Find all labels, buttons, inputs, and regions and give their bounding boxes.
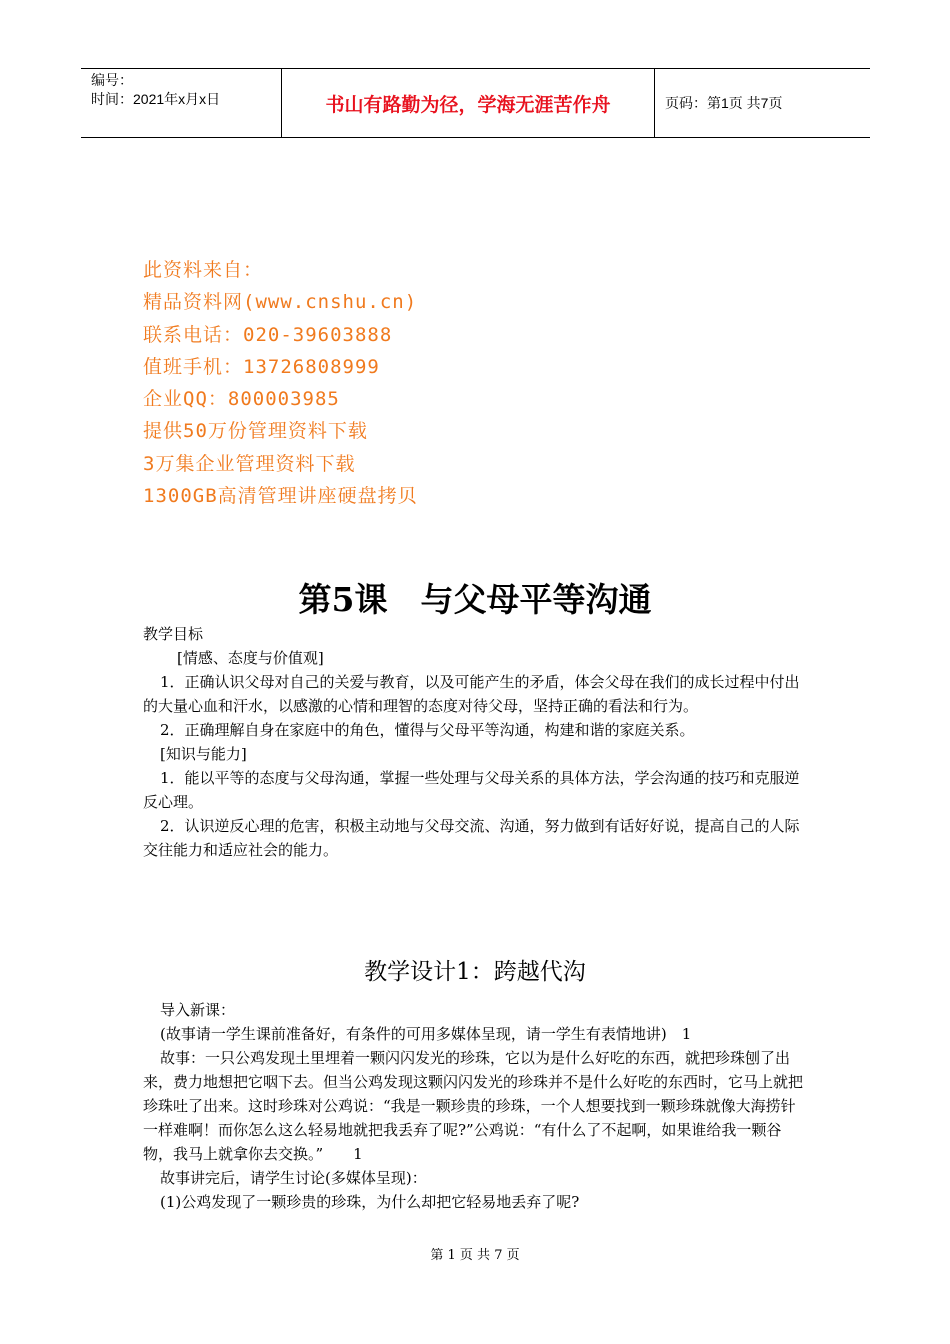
knowledge-item-2: 2．认识逆反心理的危害，积极主动地与父母交流、沟通，努力做到有话好好说，提高自己的人际交往能力和适应社会的能力。 [143,817,800,859]
source-info [143,254,418,512]
page-header [81,68,870,138]
emotion-heading: [情感、态度与价值观] [177,649,324,667]
source-line: 1300GB高清管理讲座硬盘拷贝 [143,485,418,508]
source-line: 精品资料网(www.cnshu.cn) [143,291,418,314]
question-1: (1)公鸡发现了一颗珍贵的珍珠，为什么却把它轻易地丢弃了呢? [160,1193,580,1211]
design-section [143,998,810,1214]
story-text: 故事：一只公鸡发现土里埋着一颗闪闪发光的珍珠，它以为是什么好吃的东西，就把珍珠刨了出来，费力地想把它咽下去。但当公鸡发现这颗闪闪发光的珍珠并不是什么好吃的东西时，它马上就把珍珠吐了出来。这时珍珠对公鸡说：“我是一颗珍贵的珍珠，一个人想要找到一颗珍珠就像大海捞针一样难啊！而你怎么这么轻易地就把我丢弃了呢?”公鸡说：“有什么了不起啊，如果谁给我一颗谷物，我马上就拿你去交换。” 1 [143,1049,804,1163]
source-line: 联系电话：020-39603888 [143,323,393,346]
objectives-section [143,622,810,862]
design-title: 教学设计1：跨越代沟 [364,959,586,985]
header-motto: 书山有路勤为径，学海无涯苦作舟 [281,69,655,137]
knowledge-item-1: 1．能以平等的态度与父母沟通，掌握一些处理与父母关系的具体方法，学会沟通的技巧和克服逆反心理。 [143,769,800,811]
document-number: 编号： [91,72,133,88]
lesson-title: 第5课 与父母平等沟通 [298,580,652,619]
source-line: 企业QQ：800003985 [143,388,340,411]
objectives-heading: 教学目标 [143,625,204,643]
discussion-text: 故事讲完后，请学生讨论(多媒体呈现)： [160,1169,427,1187]
intro-note: (故事请一学生课前准备好，有条件的可用多媒体呈现，请一学生有表情地讲) 1 [160,1025,692,1043]
source-line: 此资料来自： [143,259,264,281]
page-footer: 第 1 页 共 7 页 [430,1248,520,1263]
header-meta [81,69,281,137]
emotion-item-1: 1．正确认识父母对自己的关爱与教育，以及可能产生的矛盾，体会父母在我们的成长过程中付出的大量心血和汗水，以感激的心情和理智的态度对待父母，坚持正确的看法和行为。 [143,673,800,715]
header-page-number: 页码：第1页 共7页 [665,95,783,111]
source-line: 值班手机：13726808999 [143,355,380,378]
knowledge-heading: [知识与能力] [160,745,247,763]
source-line: 提供50万份管理资料下载 [143,420,368,443]
intro-heading: 导入新课： [160,1001,236,1019]
source-line: 3万集企业管理资料下载 [143,452,356,475]
document-date: 时间：2021年x月x日 [91,91,221,107]
emotion-item-2: 2．正确理解自身在家庭中的角色，懂得与父母平等沟通，构建和谐的家庭关系。 [160,721,695,739]
